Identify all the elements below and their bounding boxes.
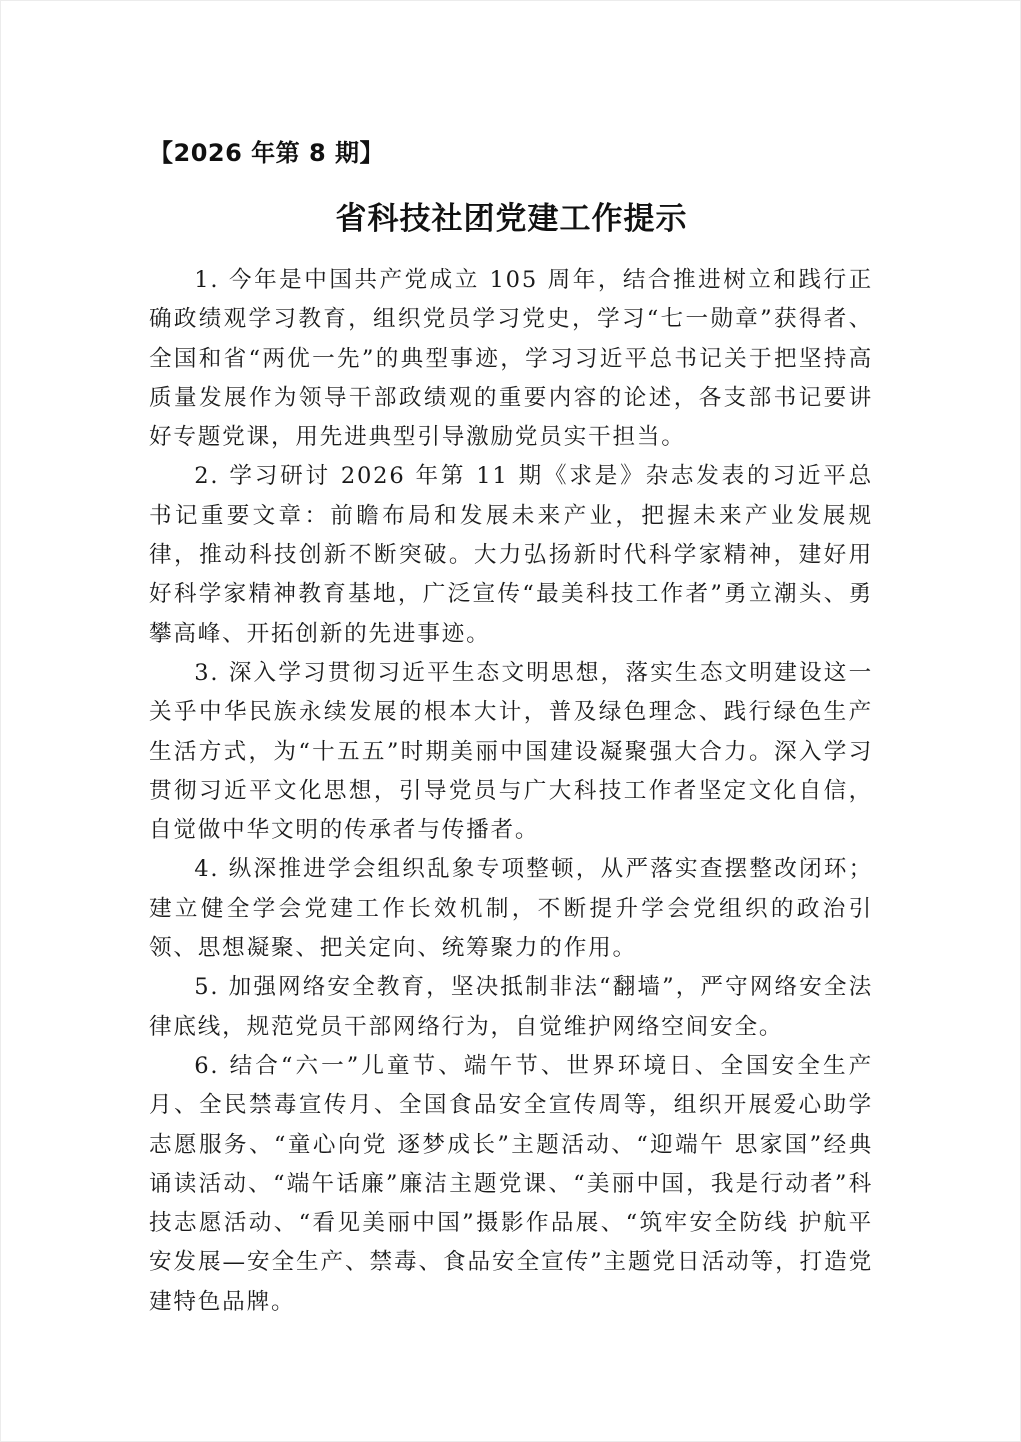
paragraph-6: 6. 结合“六一”儿童节、端午节、世界环境日、全国安全生产月、全民禁毒宣传月、全国食品安全宣传周等，组织开展爱心助学志愿服务、“童心向党 逐梦成长”主题活动、“迎端午 思家国”经典诵读活动、“端午话廉”廉洁主题党课、“美丽中国，我是行动者”科技志愿活动、“看见美丽中国”摄影作品展、“筑牢安全防线 护航平安发展—安全生产、禁毒、食品安全宣传”主题党日活动等，打造党建特色品牌。: [149, 1052, 873, 1315]
paragraph-2: 2. 学习研讨 2026 年第 11 期《求是》杂志发表的习近平总书记重要文章：前瞻布局和发展未来产业，把握未来产业发展规律，推动科技创新不断突破。大力弘扬新时代科学家精神，建好用好科学家精神教育基地，广泛宣传“最美科技工作者”勇立潮头、勇攀高峰、开拓创新的先进事迹。: [149, 463, 873, 647]
paragraph-1: 1. 今年是中国共产党成立 105 周年，结合推进树立和践行正确政绩观学习教育，组织党员学习党史，学习“七一勋章”获得者、全国和省“两优一先”的典型事迹，学习习近平总书记关于把坚持高质量发展作为领导干部政绩观的重要内容的论述，各支部书记要讲好专题党课，用先进典型引导激励党员实干担当。: [149, 267, 873, 451]
issue-number: 【2026 年第 8 期】: [149, 139, 385, 167]
document-body: [149, 261, 873, 1322]
paragraph-4: 4. 纵深推进学会组织乱象专项整顿，从严落实查摆整改闭环；建立健全学会党建工作长效机制，不断提升学会党组织的政治引领、思想凝聚、把关定向、统筹聚力的作用。: [149, 856, 873, 962]
paragraph-5: 5. 加强网络安全教育，坚决抵制非法“翻墙”，严守网络安全法律底线，规范党员干部网络行为，自觉维护网络空间安全。: [149, 974, 873, 1040]
document-title: 省科技社团党建工作提示: [335, 201, 688, 237]
paragraph-3: 3. 深入学习贯彻习近平生态文明思想，落实生态文明建设这一关乎中华民族永续发展的根本大计，普及绿色理念、践行绿色生产生活方式，为“十五五”时期美丽中国建设凝聚强大合力。深入学习贯彻习近平文化思想，引导党员与广大科技工作者坚定文化自信，自觉做中华文明的传承者与传播者。: [149, 659, 873, 844]
